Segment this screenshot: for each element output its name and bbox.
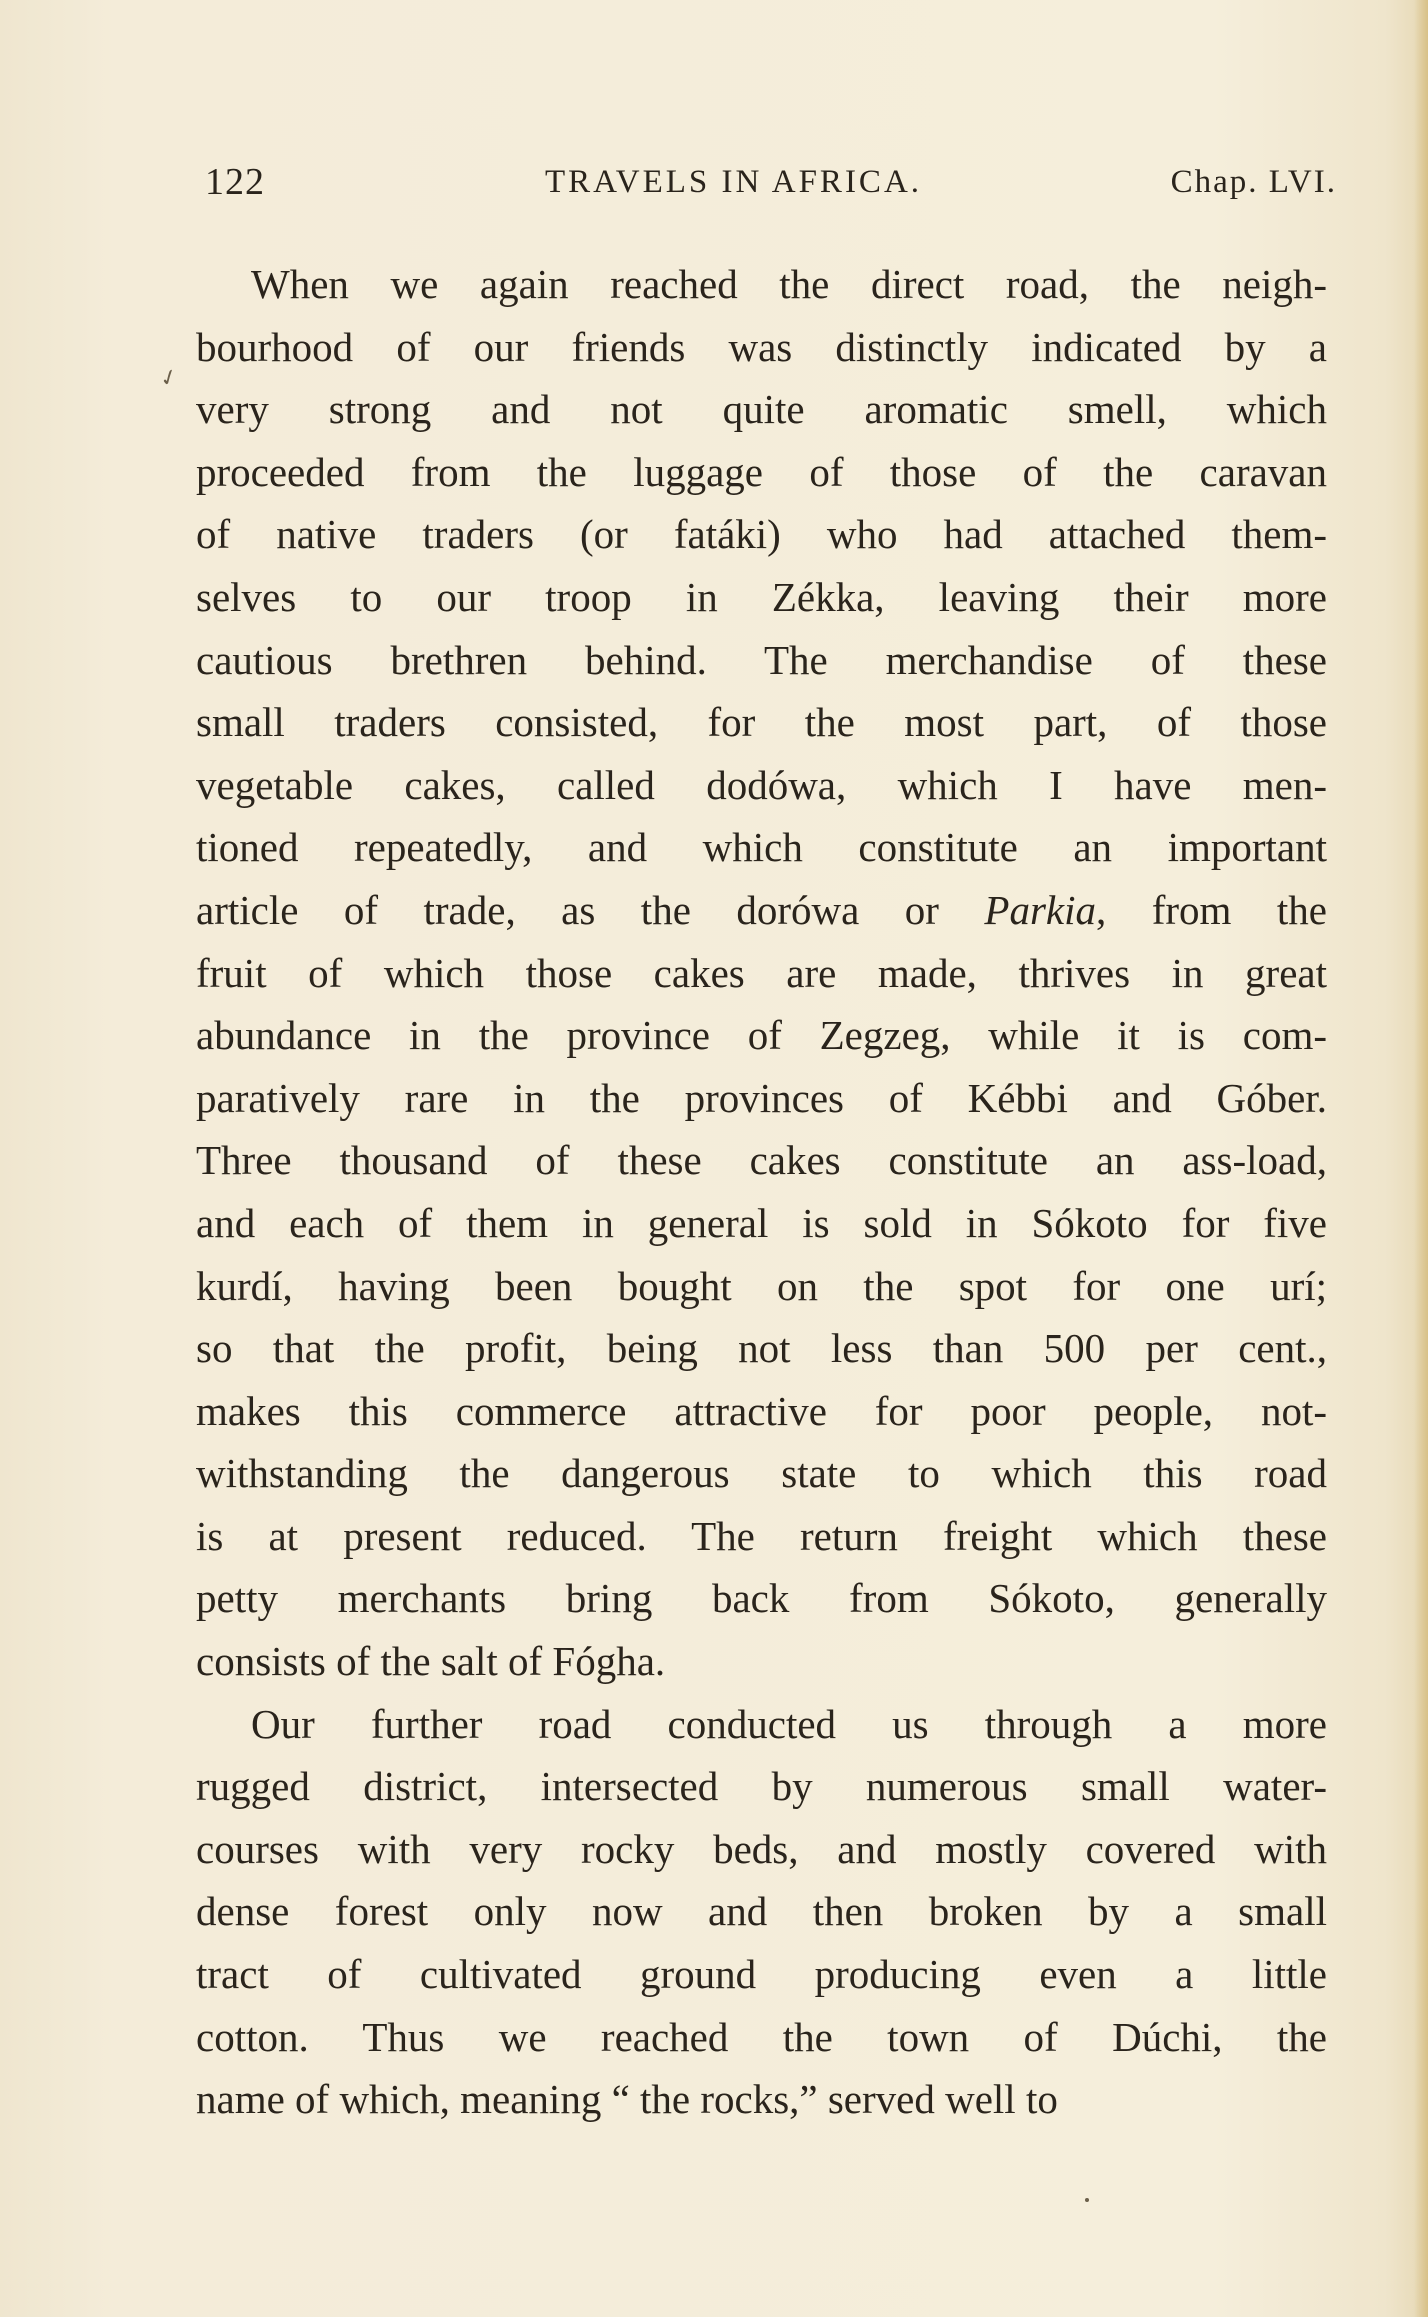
text-line: abundance in the province of Zegzeg, while it is com- xyxy=(196,1012,1327,1059)
margin-tick-mark: ✓ xyxy=(156,363,183,394)
text-line: proceeded from the luggage of those of the caravan xyxy=(196,448,1327,495)
text-line: so that the profit, being not less than 500 per cent., xyxy=(196,1325,1327,1372)
text-line: of native traders (or fatáki) who had attached them- xyxy=(196,511,1327,558)
text-line: paratively rare in the provinces of Kébbi and Góber. xyxy=(196,1074,1327,1121)
text-line: makes this commerce attractive for poor people, not- xyxy=(196,1387,1327,1434)
text-line: petty merchants bring back from Sókoto, generally xyxy=(196,1575,1327,1622)
text-line: vegetable cakes, called dodówa, which I have men- xyxy=(196,761,1327,808)
text-line: small traders consisted, for the most part, of those xyxy=(196,699,1327,746)
text-line: rugged district, intersected by numerous small water- xyxy=(196,1763,1327,1810)
text-line: selves to our troop in Zékka, leaving their more xyxy=(196,573,1327,620)
text-line: withstanding the dangerous state to which this road xyxy=(196,1450,1327,1497)
body-text xyxy=(196,253,1327,2131)
text-line: Our further road conducted us through a more xyxy=(251,1700,1327,1747)
text-line: tioned repeatedly, and which constitute an important xyxy=(196,824,1327,871)
text-line: kurdí, having been bought on the spot for one urí; xyxy=(196,1262,1327,1309)
page-edge-shadow xyxy=(1414,0,1428,2317)
text-line: fruit of which those cakes are made, thrives in great xyxy=(196,949,1327,996)
text-line: consists of the salt of Fógha. xyxy=(196,1638,666,1685)
text-line: article of trade, as the dorówa or Parkia, from the xyxy=(196,886,1327,933)
paragraph-2 xyxy=(196,1693,1327,2131)
text-line: cotton. Thus we reached the town of Dúchi, the xyxy=(196,2013,1327,2060)
paragraph-1 xyxy=(196,253,1327,1693)
chapter-reference: Chap. LVI. xyxy=(1170,164,1337,200)
text-line: name of which, meaning “ the rocks,” served well to xyxy=(196,2076,1058,2123)
page-number: 122 xyxy=(205,161,265,203)
text-line: Three thousand of these cakes constitute an ass-load, xyxy=(196,1137,1327,1184)
text-line: bourhood of our friends was distinctly indicated by a xyxy=(196,323,1327,370)
text-line: and each of them in general is sold in Sókoto for five xyxy=(196,1199,1327,1246)
text-line: is at present reduced. The return freight which these xyxy=(196,1512,1327,1559)
text-line: When we again reached the direct road, the neigh- xyxy=(251,261,1327,307)
text-line: dense forest only now and then broken by a small xyxy=(196,1888,1327,1935)
running-header xyxy=(205,160,1337,210)
text-line: very strong and not quite aromatic smell, which xyxy=(196,386,1327,433)
italic-term: Parkia xyxy=(984,886,1097,933)
text-line: tract of cultivated ground producing even a little xyxy=(196,1951,1327,1998)
ink-speck xyxy=(1085,2198,1089,2202)
running-title: TRAVELS IN AFRICA. xyxy=(545,164,923,200)
text-line: cautious brethren behind. The merchandise of these xyxy=(196,636,1327,683)
text-line: courses with very rocky beds, and mostly covered with xyxy=(196,1825,1327,1872)
